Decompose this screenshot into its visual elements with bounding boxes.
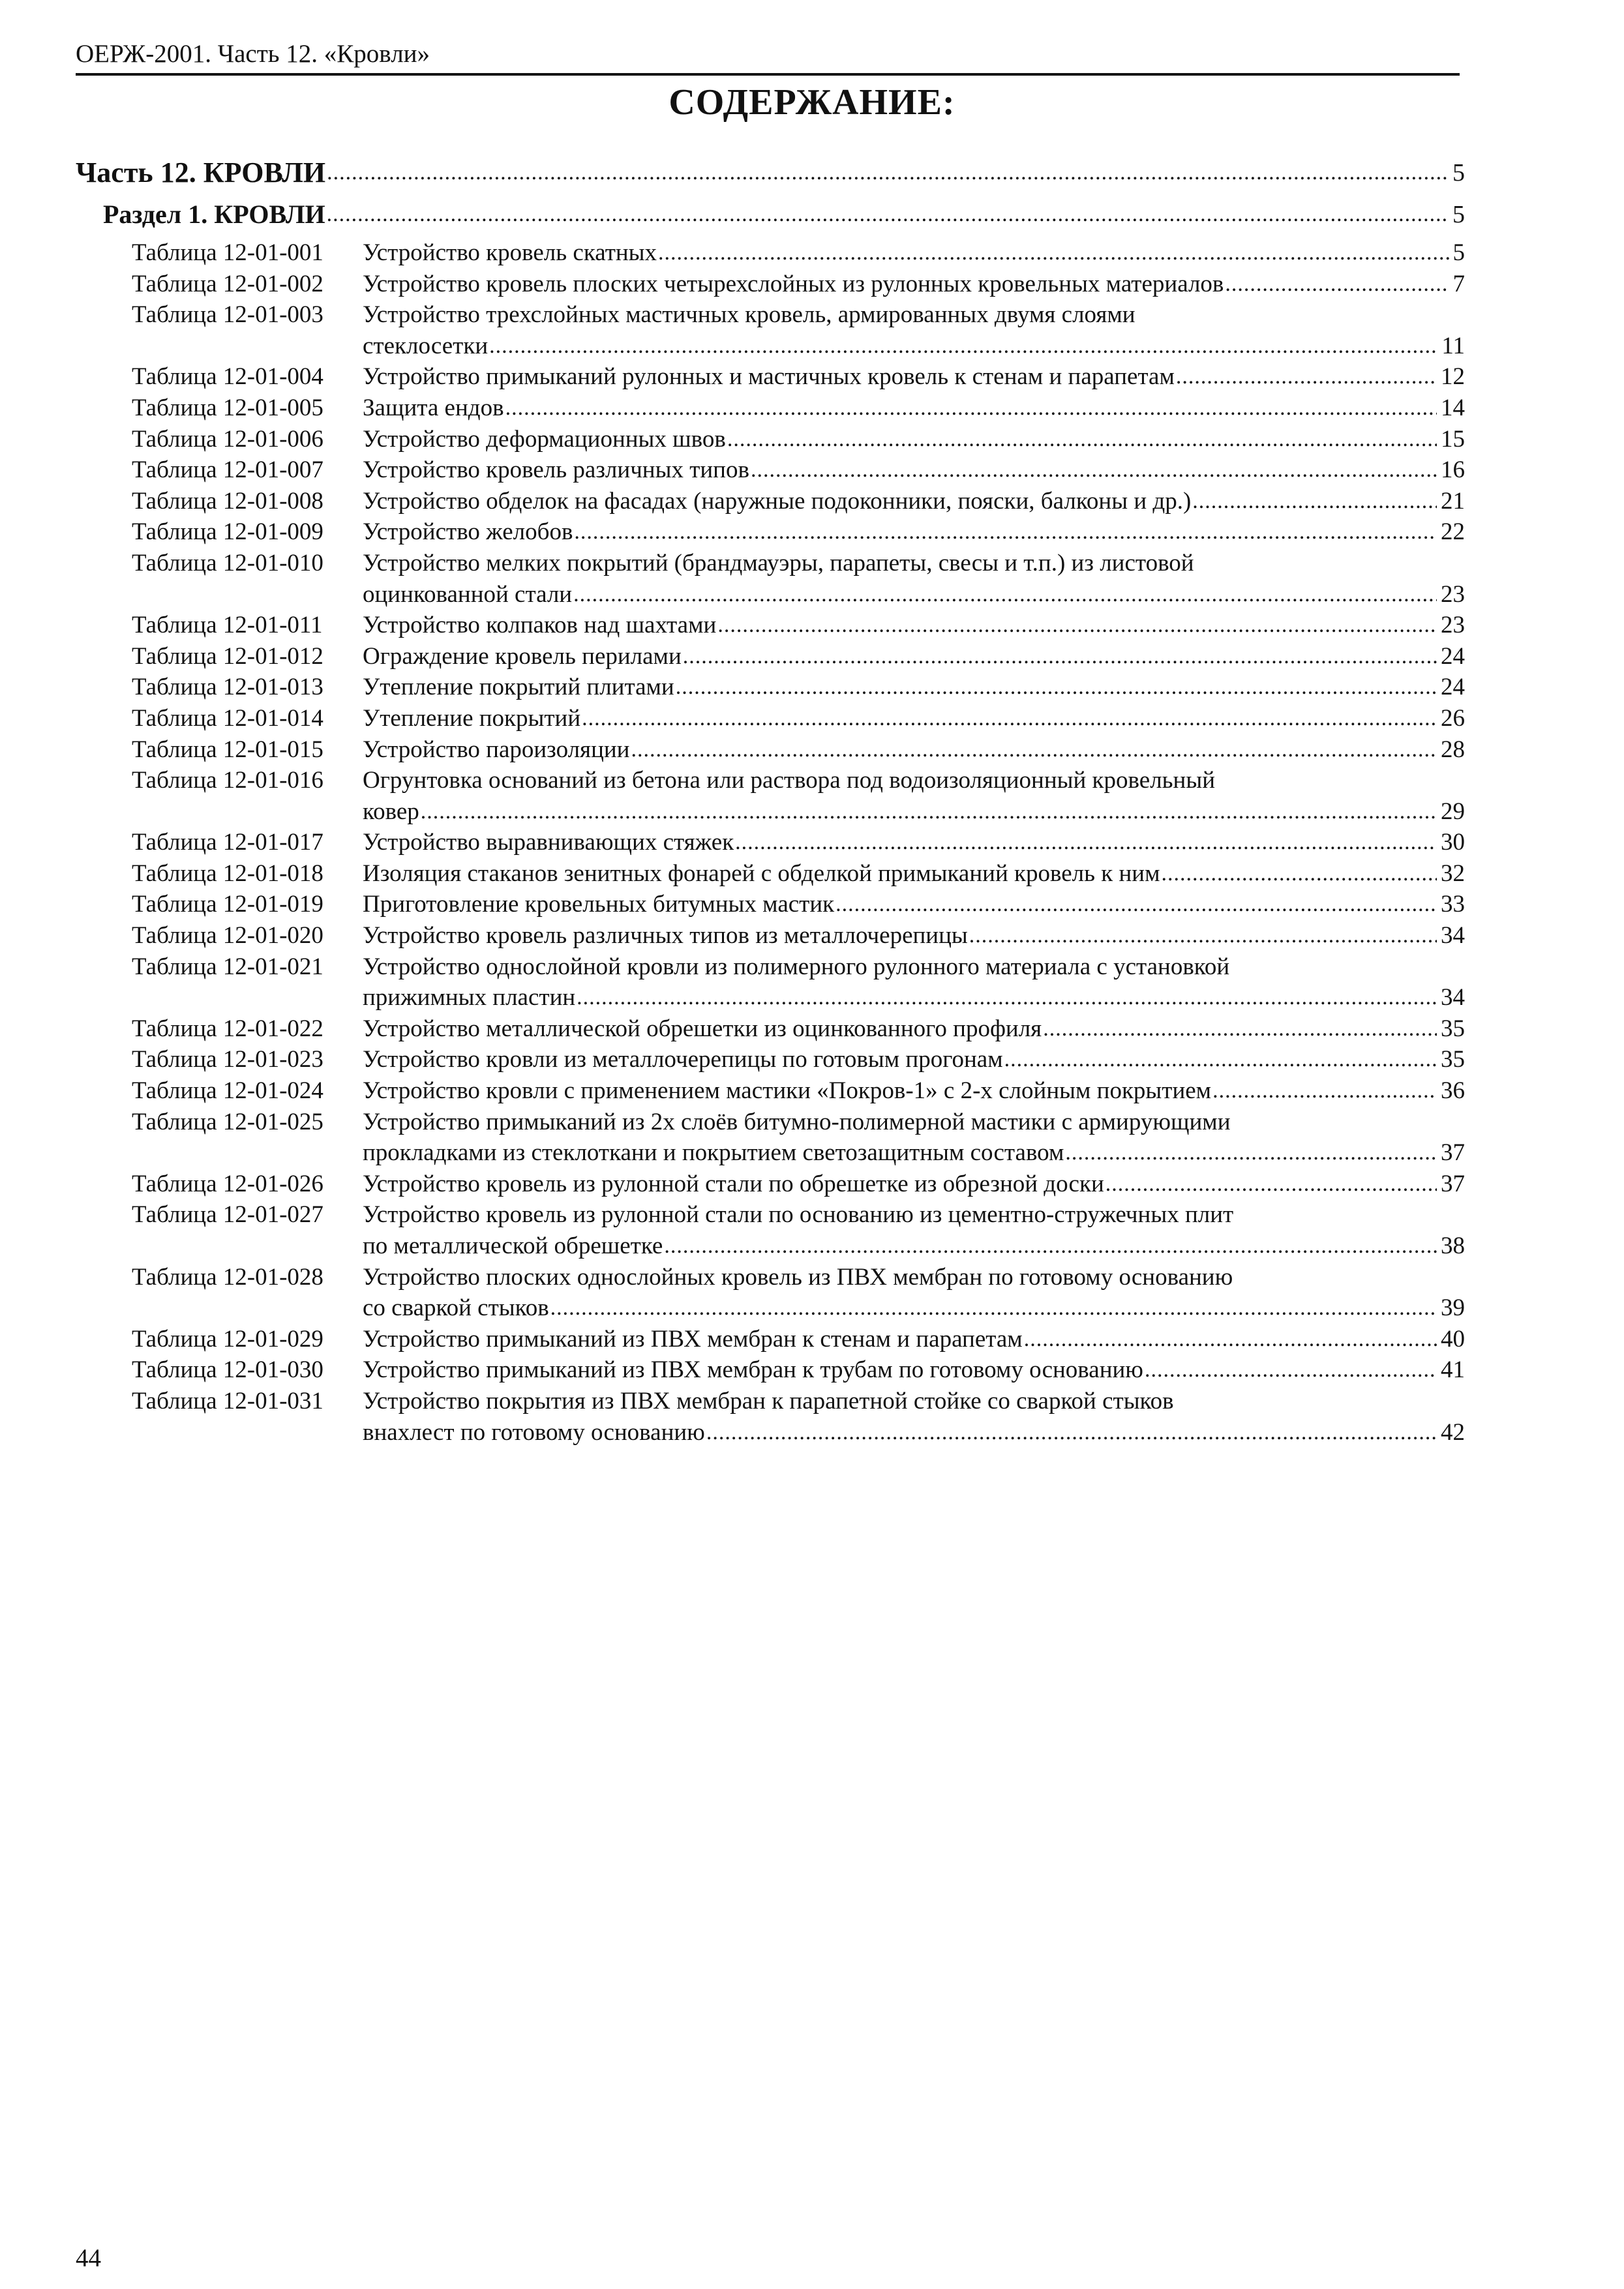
toc-entry-title: Утепление покрытий [363,704,581,732]
dot-leader [1212,1075,1437,1107]
toc-entry-title-line: Устройство примыканий из 2х слоёв битумно-полимерной мастики с армирующими [363,1108,1231,1135]
toc-entry-line [363,1013,1465,1045]
toc-entry-page: 23 [1441,612,1465,639]
dot-leader [489,331,1437,362]
toc-entry-title-line: Устройство мелких покрытий (брандмауэры, парапеты, свесы и т.п.) из листовой [363,549,1194,576]
dot-leader [574,516,1437,548]
toc-entry-code: Таблица 12-01-018 [132,860,323,887]
toc-entry-body [363,1013,1465,1045]
toc-entry-code: Таблица 12-01-006 [132,425,323,453]
toc-entry[interactable] [76,299,1465,361]
toc-entry-title: Устройство примыканий из ПВХ мембран к трубам по готовому основанию [363,1356,1143,1384]
toc-entry-code: Таблица 12-01-005 [132,394,323,421]
dot-leader [327,154,1449,192]
toc-entry-code: Таблица 12-01-002 [132,270,323,297]
toc-entry-line [363,393,1465,424]
toc-entry-body [363,1169,1465,1200]
toc-entry[interactable] [76,1044,1465,1075]
toc-section-line[interactable] [103,197,1465,232]
toc-entry[interactable] [76,237,1465,269]
dot-leader [683,641,1437,672]
toc-entry-body [363,361,1465,393]
toc-entry-title: Устройство примыканий рулонных и мастичных кровель к стенам и парапетам [363,363,1175,391]
dot-leader [735,827,1437,858]
toc-entry-page: 7 [1452,270,1465,297]
toc-entry-line [363,610,1465,641]
toc-entry-code: Таблица 12-01-022 [132,1015,323,1042]
toc-entry-title: Устройство обделок на фасадах (наружные подоконники, пояски, балконы и др.) [363,487,1192,515]
dot-leader [1065,1137,1437,1169]
dot-leader [1161,858,1437,890]
toc-entry[interactable] [76,548,1465,610]
toc-entry-code: Таблица 12-01-025 [132,1108,323,1135]
toc-entry-line [363,1354,1465,1386]
toc-entry-body [363,548,1465,610]
toc-entry-page: 11 [1441,332,1465,359]
toc-entry-title: прокладками из стеклоткани и покрытием светозащитным составом [363,1139,1064,1167]
toc-entry-body [363,299,1465,361]
toc-entry-code: Таблица 12-01-023 [132,1046,323,1073]
toc-entry-title: Устройство кровли из металлочерепицы по готовым прогонам [363,1046,1003,1073]
toc-entry-code: Таблица 12-01-028 [132,1263,323,1291]
toc-entry[interactable] [76,1354,1465,1386]
dot-leader [582,703,1437,734]
toc-entry[interactable] [76,734,1465,766]
toc-entry-title: внахлест по готовому основанию [363,1418,705,1446]
toc-entry-body [363,1324,1465,1355]
toc-entry-line [363,269,1465,300]
toc-entry-line [363,455,1465,486]
toc-entry-body [363,920,1465,951]
toc-entry[interactable] [76,920,1465,951]
toc-entry-title: Устройство колпаков над шахтами [363,612,717,639]
toc-entry-body [363,1044,1465,1075]
toc-entry-page: 22 [1441,518,1465,546]
toc-entry-body [363,1262,1465,1324]
toc-entry-title: Устройство кровель различных типов из металлочерепицы [363,922,968,950]
toc-entry-page: 5 [1452,239,1465,266]
toc-entry-title: Утепление покрытий плитами [363,674,674,701]
toc-section-label: Раздел 1. КРОВЛИ [103,200,325,229]
toc-entry-page: 12 [1441,363,1465,391]
dot-leader [1192,486,1437,517]
toc-entry-body [363,486,1465,517]
toc-entry-body [363,1386,1465,1448]
toc-entry-page: 38 [1441,1233,1465,1259]
toc-entry-code: Таблица 12-01-027 [132,1201,323,1229]
toc-entry-title: Ограждение кровель перилами [363,642,682,670]
toc-entry-title: Устройство кровель плоских четырехслойных из рулонных кровельных материалов [363,270,1224,297]
dot-leader [706,1417,1437,1448]
toc-entry[interactable] [76,516,1465,548]
dot-leader [421,796,1437,828]
toc-entry-body [363,672,1465,703]
toc-entry[interactable] [76,889,1465,920]
toc-entry[interactable] [76,1107,1465,1169]
dot-leader [969,920,1437,951]
toc-entry-page: 34 [1441,984,1465,1011]
toc-entry-body [363,516,1465,548]
toc-entry-line [363,858,1465,890]
toc-entry-title: Устройство металлической обрешетки из оцинкованного профиля [363,1015,1042,1042]
toc-entry[interactable] [76,393,1465,424]
toc-entry-page: 33 [1441,891,1465,918]
toc-entry-title-line: Устройство кровель из рулонной стали по основанию из цементно-стружечных плит [363,1201,1234,1229]
toc-entry-code: Таблица 12-01-007 [132,456,323,484]
dot-leader [1105,1169,1437,1200]
toc-entry-line [363,1417,1465,1448]
toc-entry-line [363,1075,1465,1107]
toc-entry[interactable] [76,672,1465,703]
toc-entry-body [363,1354,1465,1386]
dot-leader [1004,1044,1437,1075]
toc-entry[interactable] [76,1169,1465,1200]
toc-entry-line [363,641,1465,672]
toc-entry-page: 21 [1441,487,1465,515]
dot-leader [727,424,1437,455]
toc-entry-code: Таблица 12-01-001 [132,239,323,266]
toc-entry-body [363,951,1465,1013]
dot-leader [664,1231,1437,1262]
toc-part-label: Часть 12. КРОВЛИ [76,157,326,188]
toc-entry-code: Таблица 12-01-019 [132,891,323,918]
toc-entry-page: 35 [1441,1046,1465,1073]
toc-entry-page: 37 [1441,1139,1465,1167]
table-of-contents [76,154,1465,1448]
toc-entry-title: Изоляция стаканов зенитных фонарей с обделкой примыканий кровель к ним [363,860,1160,887]
toc-entry-code: Таблица 12-01-010 [132,549,323,576]
toc-entry-code: Таблица 12-01-009 [132,518,323,546]
toc-entry-page: 36 [1441,1077,1465,1105]
dot-leader [1043,1013,1437,1045]
toc-entry-line [363,516,1465,548]
toc-entry-body [363,610,1465,641]
toc-entry-title: Устройство кровель из рулонной стали по обрешетке из обрезной доски [363,1170,1104,1197]
toc-entry-body [363,641,1465,672]
toc-entry-title: со сваркой стыков [363,1294,549,1322]
toc-entry-body [363,1075,1465,1107]
toc-entry-line [363,982,1465,1013]
toc-entry-page: 42 [1441,1418,1465,1446]
dot-leader [573,579,1437,610]
toc-entry-page: 35 [1441,1015,1465,1042]
toc-entry-code: Таблица 12-01-014 [132,704,323,732]
dot-leader [658,237,1449,269]
toc-entry-page: 41 [1441,1356,1465,1384]
dot-leader [676,672,1437,703]
header-rule [76,73,1460,76]
toc-entry-title: Устройство выравнивающих стяжек [363,829,734,856]
toc-entry-line [363,1324,1465,1355]
toc-entry[interactable] [76,858,1465,890]
toc-entry-title-line: Устройство плоских однослойных кровель из ПВХ мембран по готовому основанию [363,1263,1233,1291]
toc-entry-body [363,703,1465,734]
toc-entry-title: ковер [363,798,419,825]
toc-entry[interactable] [76,1324,1465,1355]
toc-entry-title: Устройство пароизоляции [363,736,630,763]
toc-entry-body [363,269,1465,300]
toc-entry-title-line: Устройство трехслойных мастичных кровель, армированных двумя слоями [363,301,1135,329]
toc-entry[interactable] [76,610,1465,641]
toc-entry-title: по металлической обрешетке [363,1233,663,1259]
toc-entry-code: Таблица 12-01-024 [132,1077,323,1105]
toc-entry-code: Таблица 12-01-008 [132,487,323,515]
toc-entry[interactable] [76,424,1465,455]
toc-entry-page: 34 [1441,922,1465,950]
toc-entry-body [363,858,1465,890]
toc-entries [76,237,1465,1448]
toc-entry-code: Таблица 12-01-013 [132,674,323,701]
toc-entry-code: Таблица 12-01-012 [132,642,323,670]
toc-entry-title: Устройство кровель скатных [363,239,657,266]
toc-entry-line [363,889,1465,920]
dot-leader [1024,1324,1437,1355]
toc-entry-body [363,765,1465,827]
toc-entry-line [363,1231,1465,1262]
dot-leader [550,1293,1437,1324]
toc-entry-title: прижимных пластин [363,984,576,1011]
toc-entry-line [363,1169,1465,1200]
toc-entry[interactable] [76,827,1465,858]
toc-entry-title: Устройство примыканий из ПВХ мембран к стенам и парапетам [363,1325,1023,1353]
toc-entry-line [363,237,1465,269]
toc-entry[interactable] [76,486,1465,517]
dot-leader [505,393,1437,424]
toc-entry-page: 40 [1441,1325,1465,1353]
toc-entry-page: 29 [1441,798,1465,825]
toc-entry-body [363,237,1465,269]
toc-entry[interactable] [76,703,1465,734]
toc-entry-code: Таблица 12-01-015 [132,736,323,763]
toc-entry-line [363,361,1465,393]
toc-entry-code: Таблица 12-01-030 [132,1356,323,1384]
toc-entry-page: 16 [1441,456,1465,484]
toc-entry-title-line: Устройство покрытия из ПВХ мембран к парапетной стойке со сваркой стыков [363,1387,1174,1414]
toc-entry-page: 32 [1441,860,1465,887]
toc-entry[interactable] [76,951,1465,1013]
toc-entry[interactable] [76,641,1465,672]
toc-entry-title: Устройство кровли с применением мастики «Покров-1» с 2-х слойным покрытием [363,1077,1212,1105]
toc-entry-page: 39 [1441,1294,1465,1322]
dot-leader [1176,361,1437,393]
toc-entry-body [363,734,1465,766]
toc-entry-body [363,889,1465,920]
toc-entry-line [363,1293,1465,1324]
dot-leader [751,455,1437,486]
toc-entry-title: Устройство желобов [363,518,573,546]
toc-entry-body [363,827,1465,858]
toc-entry-code: Таблица 12-01-017 [132,829,323,856]
toc-entry-page: 24 [1441,674,1465,701]
toc-entry-page: 23 [1441,580,1465,608]
toc-entry-code: Таблица 12-01-026 [132,1170,323,1197]
toc-entry-body [363,1199,1465,1261]
dot-leader [1225,269,1449,300]
toc-entry-code: Таблица 12-01-029 [132,1325,323,1353]
toc-entry-line [363,703,1465,734]
page-title: СОДЕРЖАНИЕ: [669,82,955,123]
dot-leader [631,734,1437,766]
toc-entry-code: Таблица 12-01-016 [132,767,323,794]
toc-entry-body [363,393,1465,424]
toc-entry-title: оцинкованной стали [363,580,573,608]
toc-entry-line [363,796,1465,828]
toc-entry-line [363,734,1465,766]
toc-entry-page: 37 [1441,1170,1465,1197]
toc-entry-line [363,486,1465,517]
toc-entry-code: Таблица 12-01-004 [132,363,323,391]
toc-entry-title-line: Устройство однослойной кровли из полимерного рулонного материала с установкой [363,953,1230,980]
toc-entry[interactable] [76,1386,1465,1448]
toc-entry-code: Таблица 12-01-003 [132,301,323,329]
toc-entry-title: Устройство кровель различных типов [363,456,749,484]
toc-entry-code: Таблица 12-01-011 [132,612,323,639]
toc-entry[interactable] [76,455,1465,486]
dot-leader [717,610,1437,641]
toc-entry-line [363,920,1465,951]
toc-entry-line [363,579,1465,610]
page-number: 44 [76,2244,101,2272]
toc-entry-page: 26 [1441,704,1465,732]
toc-entry[interactable] [76,1262,1465,1324]
toc-entry-body [363,1107,1465,1169]
toc-entry[interactable] [76,361,1465,393]
toc-entry-line [363,1044,1465,1075]
toc-entry-body [363,424,1465,455]
toc-entry[interactable] [76,1013,1465,1045]
dot-leader [577,982,1437,1013]
toc-entry-page: 14 [1441,394,1465,421]
toc-entry-title: Приготовление кровельных битумных мастик [363,891,835,918]
toc-entry-title: Устройство деформационных швов [363,425,726,453]
toc-entry-line [363,827,1465,858]
toc-section-page: 5 [1452,201,1465,228]
dot-leader [327,197,1449,232]
toc-entry-code: Таблица 12-01-031 [132,1387,323,1414]
toc-entry-code: Таблица 12-01-021 [132,953,323,980]
toc-entry-title-line: Огрунтовка оснований из бетона или раствора под водоизоляционный кровельный [363,767,1215,794]
toc-entry[interactable] [76,765,1465,827]
toc-entry-page: 30 [1441,829,1465,856]
toc-entry-page: 28 [1441,736,1465,763]
toc-part-page: 5 [1452,159,1465,187]
toc-entry[interactable] [76,269,1465,300]
toc-part-line[interactable] [76,154,1465,192]
toc-entry-line [363,331,1465,362]
toc-entry-title: Защита ендов [363,394,504,421]
toc-entry[interactable] [76,1199,1465,1261]
dot-leader [835,889,1437,920]
toc-entry[interactable] [76,1075,1465,1107]
running-header: ОЕРЖ-2001. Часть 12. «Кровли» [76,40,430,68]
toc-entry-line [363,1137,1465,1169]
toc-entry-body [363,455,1465,486]
toc-entry-page: 15 [1441,425,1465,453]
toc-entry-code: Таблица 12-01-020 [132,922,323,950]
toc-entry-line [363,672,1465,703]
toc-entry-page: 24 [1441,642,1465,670]
toc-entry-title: стеклосетки [363,332,489,359]
toc-entry-line [363,424,1465,455]
dot-leader [1145,1354,1437,1386]
